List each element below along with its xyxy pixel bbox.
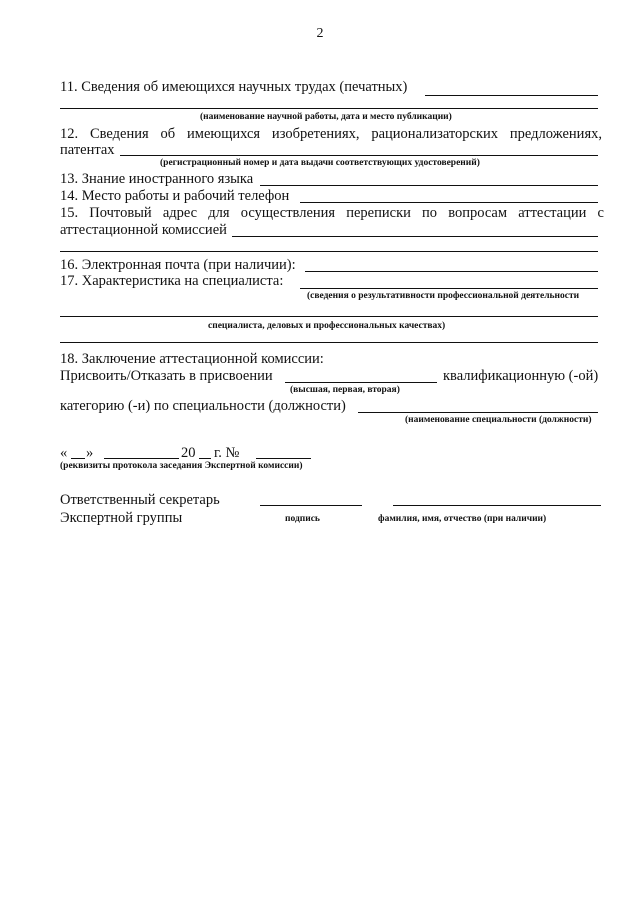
specialty-hint: (наименование специальности (должности) bbox=[405, 415, 592, 425]
protocol-year-field[interactable] bbox=[199, 458, 211, 459]
item-12-label-line2: патентах bbox=[60, 142, 115, 158]
protocol-day-field[interactable] bbox=[71, 458, 85, 459]
item-17-hint: (сведения о результативности профессиональной деятельности bbox=[307, 291, 580, 301]
protocol-number-field[interactable] bbox=[256, 458, 311, 459]
item-12-label: 12. Сведения об имеющихся изобретениях, рационализаторских предложениях, bbox=[60, 126, 602, 142]
qualification-text: квалификационную (-ой) bbox=[443, 368, 599, 384]
item-11-field[interactable] bbox=[425, 95, 598, 96]
item-15-label: 15. Почтовый адрес для осуществления переписки по вопросам аттестации с bbox=[60, 205, 604, 221]
year-prefix: 20 bbox=[181, 445, 196, 461]
year-suffix: г. № bbox=[214, 445, 240, 461]
item-18-label: 18. Заключение аттестационной комиссии: bbox=[60, 351, 324, 367]
item-16-label: 16. Электронная почта (при наличии): bbox=[60, 257, 296, 273]
category-field[interactable] bbox=[285, 382, 437, 383]
signature-field[interactable] bbox=[260, 505, 362, 506]
item-17-field-line3[interactable] bbox=[60, 342, 598, 343]
secretary-role-line2: Экспертной группы bbox=[60, 510, 183, 526]
secretary-role-line1: Ответственный секретарь bbox=[60, 492, 220, 508]
item-13-label: 13. Знание иностранного языка bbox=[60, 171, 254, 187]
item-17-field[interactable] bbox=[300, 288, 598, 289]
item-17-field-line2[interactable] bbox=[60, 316, 598, 317]
item-17-label: 17. Характеристика на специалиста: bbox=[60, 273, 284, 289]
specialty-text: категорию (-и) по специальности (должности) bbox=[60, 398, 346, 414]
protocol-month-field[interactable] bbox=[104, 458, 179, 459]
item-14-label: 14. Место работы и рабочий телефон bbox=[60, 188, 290, 204]
item-17-hint-line2: специалиста, деловых и профессиональных качествах) bbox=[208, 321, 446, 331]
quote-open: « bbox=[60, 445, 68, 461]
item-15-field[interactable] bbox=[232, 236, 598, 237]
assign-text: Присвоить/Отказать в присвоении bbox=[60, 368, 273, 384]
item-14-field[interactable] bbox=[300, 202, 598, 203]
quote-close: » bbox=[86, 445, 94, 461]
page-number: 2 bbox=[316, 26, 324, 41]
protocol-hint: (реквизиты протокола заседания Экспертной комиссии) bbox=[60, 461, 303, 471]
item-13-field[interactable] bbox=[260, 185, 598, 186]
item-15-label-line2: аттестационной комиссией bbox=[60, 222, 227, 238]
item-11-hint: (наименование научной работы, дата и место публикации) bbox=[200, 112, 452, 122]
category-hint: (высшая, первая, вторая) bbox=[290, 385, 400, 395]
item-15-field-line2[interactable] bbox=[60, 251, 598, 252]
item-11-field-line2[interactable] bbox=[60, 108, 598, 109]
item-12-hint: (регистрационный номер и дата выдачи соответствующих удостоверений) bbox=[160, 158, 480, 168]
full-name-hint: фамилия, имя, отчество (при наличии) bbox=[378, 514, 547, 524]
item-16-field[interactable] bbox=[305, 271, 598, 272]
signature-hint: подпись bbox=[285, 514, 320, 524]
full-name-field[interactable] bbox=[393, 505, 601, 506]
specialty-field[interactable] bbox=[358, 412, 598, 413]
item-11-label: 11. Сведения об имеющихся научных трудах (печатных) bbox=[60, 79, 408, 95]
item-12-field[interactable] bbox=[120, 155, 598, 156]
